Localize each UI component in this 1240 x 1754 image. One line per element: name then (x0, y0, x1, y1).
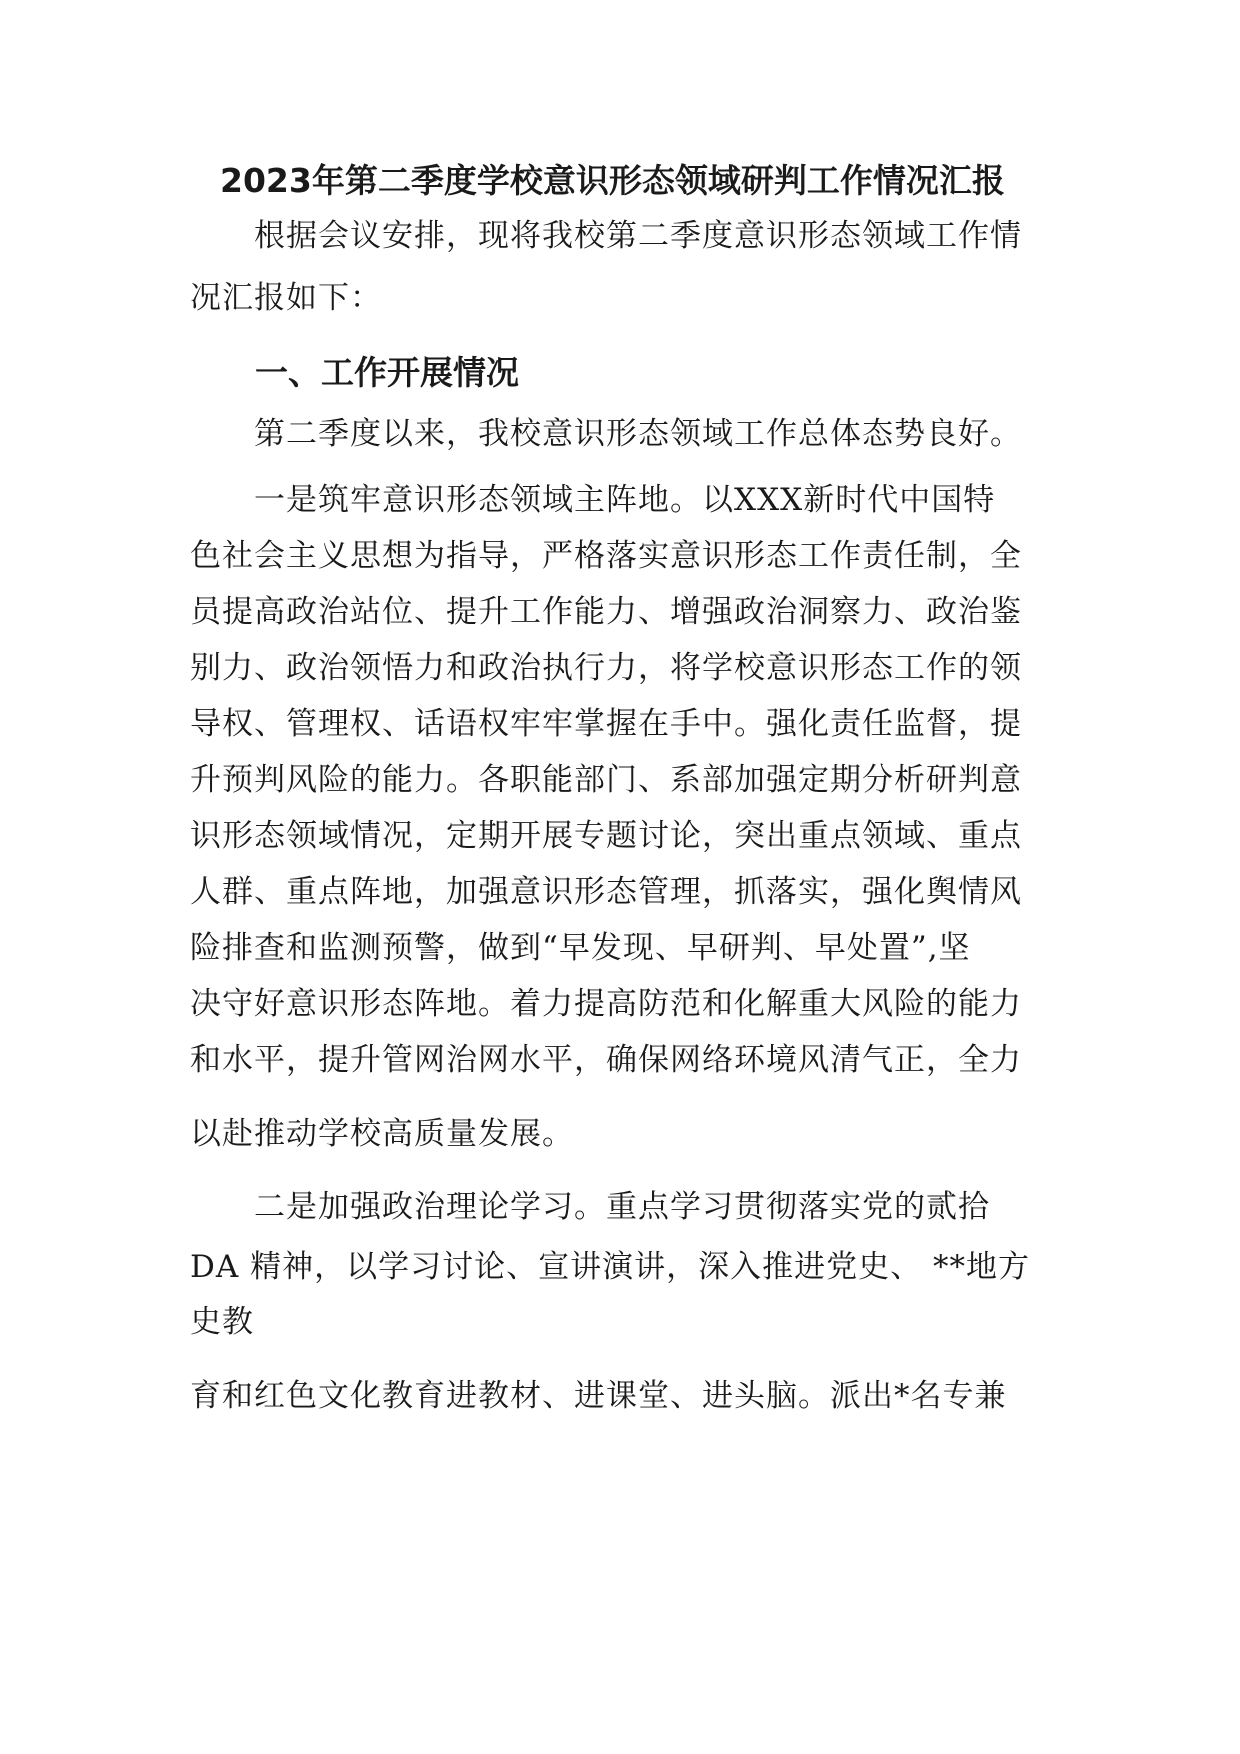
paragraph-1-line: 以赴推动学校高质量发展。 (190, 1116, 574, 1152)
paragraph-1-line: 一是筑牢意识形态领域主阵地。以XXX新时代中国特 (254, 482, 996, 518)
paragraph-2-line: 育和红色文化教育进教材、进课堂、进头脑。派出*名专兼 (190, 1378, 1007, 1414)
section-heading-1: 一、工作开展情况 (255, 353, 519, 392)
intro-line-2: 况汇报如下： (190, 280, 382, 316)
paragraph-1-line: 色社会主义思想为指导，严格落实意识形态工作责任制，全 (190, 538, 1022, 574)
section-1-lead: 第二季度以来，我校意识形态领域工作总体态势良好。 (254, 416, 1022, 452)
paragraph-1-line: 升预判风险的能力。各职能部门、系部加强定期分析研判意 (190, 762, 1022, 798)
paragraph-1-line: 决守好意识形态阵地。着力提高防范和化解重大风险的能力 (190, 986, 1022, 1022)
paragraph-1-line: 险排查和监测预警，做到“早发现、早研判、早处置”,坚 (190, 930, 971, 966)
paragraph-1-line: 导权、管理权、话语权牢牢掌握在手中。强化责任监督，提 (190, 706, 1022, 742)
paragraph-1-line: 识形态领域情况，定期开展专题讨论，突出重点领域、重点 (190, 818, 1022, 854)
paragraph-1-line: 和水平，提升管网治网水平，确保网络环境风清气正，全力 (190, 1042, 1022, 1078)
paragraph-1-line: 人群、重点阵地，加强意识形态管理，抓落实，强化舆情风 (190, 874, 1022, 910)
paragraph-2-line: 史教 (190, 1304, 254, 1340)
intro-line-1: 根据会议安排，现将我校第二季度意识形态领域工作情 (254, 218, 1022, 254)
paragraph-2-line: DA 精神，以学习讨论、宣讲演讲，深入推进党史、 **地方 (190, 1249, 1030, 1285)
paragraph-1-line: 别力、政治领悟力和政治执行力，将学校意识形态工作的领 (190, 650, 1022, 686)
paragraph-2-line: 二是加强政治理论学习。重点学习贯彻落实党的贰拾 (254, 1189, 990, 1225)
paragraph-1-line: 员提高政治站位、提升工作能力、增强政治洞察力、政治鉴 (190, 594, 1022, 630)
document-title: 2023年第二季度学校意识形态领域研判工作情况汇报 (220, 161, 1005, 200)
